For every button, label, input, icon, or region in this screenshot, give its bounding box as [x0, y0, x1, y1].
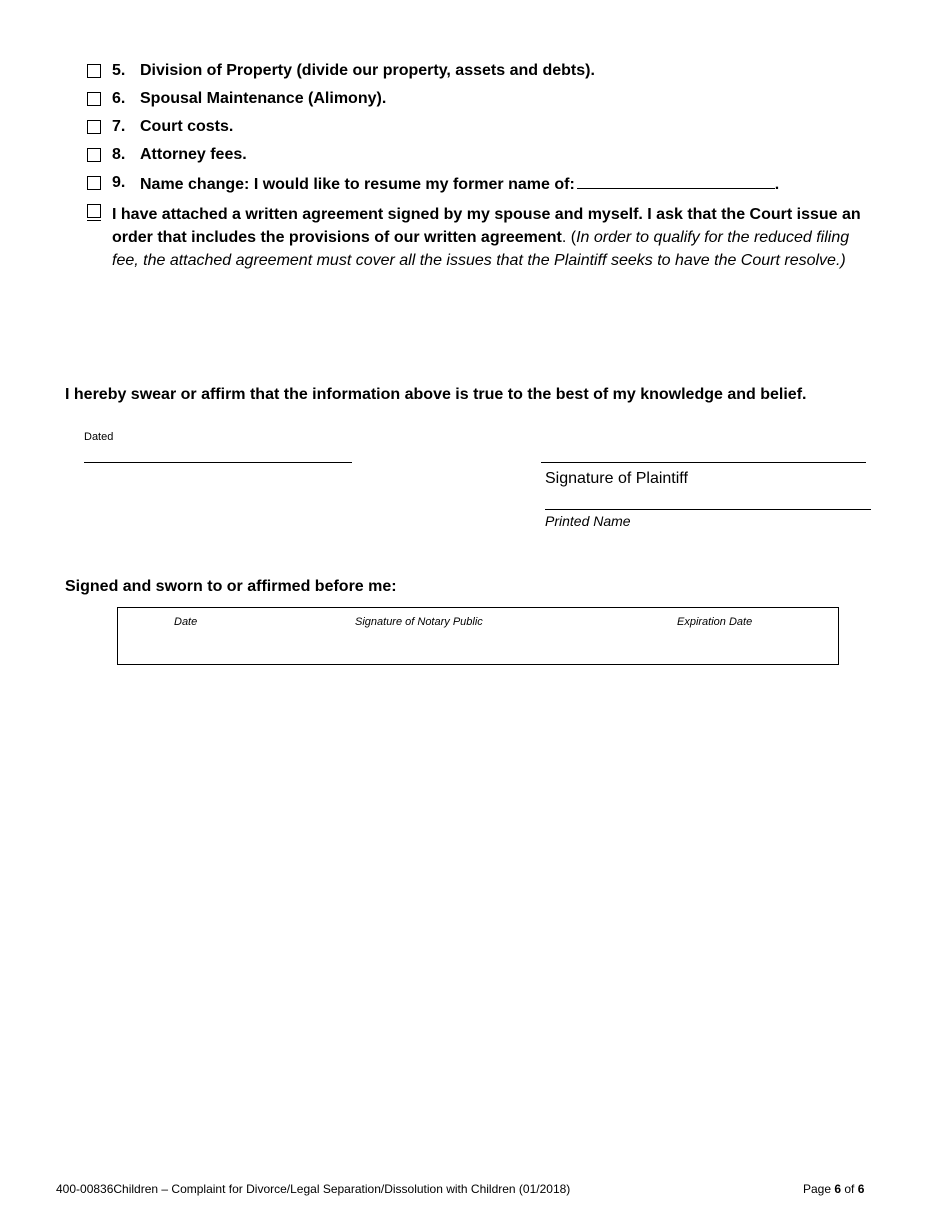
- notary-box[interactable]: [117, 607, 839, 665]
- plaintiff-signature-label: Signature of Plaintiff: [545, 470, 688, 487]
- checkbox-written-agreement[interactable]: [87, 204, 101, 218]
- footer-page-number: [803, 1182, 864, 1196]
- printed-name-label: Printed Name: [545, 513, 631, 529]
- checkbox-attorney-fees[interactable]: [87, 148, 101, 162]
- written-agreement-paragraph: [112, 203, 872, 272]
- agreement-italic-note: In order to qualify for the reduced filing fee, the attached agreement must cover all the issues that the Plaintiff seeks to have the Court resolve.): [112, 229, 850, 269]
- item-label: Spousal Maintenance (Alimony).: [140, 90, 387, 107]
- item-number: 5.: [112, 62, 126, 79]
- item-number: 9.: [112, 174, 126, 191]
- page-of: of: [841, 1182, 858, 1196]
- checkbox-court-costs[interactable]: [87, 120, 101, 134]
- notary-expiration-label: Expiration Date: [677, 616, 753, 628]
- item-name-change: [87, 174, 779, 194]
- name-change-suffix: .: [774, 176, 780, 193]
- page-total: 6: [857, 1182, 865, 1196]
- item-attorney-fees: [87, 146, 247, 164]
- dated-signature-line[interactable]: [84, 462, 352, 463]
- page-current: 6: [834, 1182, 842, 1196]
- plaintiff-signature-line[interactable]: [541, 462, 866, 463]
- footer-form-title: 400-00836Children – Complaint for Divorce/Legal Separation/Dissolution with Children (01/2018): [56, 1182, 571, 1196]
- name-change-text: Name change: I would like to resume my former name of:: [140, 176, 575, 193]
- agreement-bold-text: I have attached a written agreement signed by my spouse and myself. I ask that the Court issue an order that includes the provisions of our written agreement: [112, 206, 861, 246]
- item-number: 7.: [112, 118, 126, 135]
- notary-date-label: Date: [174, 616, 198, 628]
- agreement-separator: . (: [561, 229, 577, 246]
- item-spousal-maintenance: [87, 90, 386, 108]
- item-court-costs: [87, 118, 233, 136]
- item-label: Division of Property (divide our property, assets and debts).: [140, 62, 595, 79]
- checkbox-spousal-maintenance[interactable]: [87, 92, 101, 106]
- former-name-field[interactable]: [577, 174, 775, 189]
- item-label: Attorney fees.: [140, 146, 247, 163]
- item-written-agreement-checkbox-row: [87, 202, 101, 218]
- item-label: [140, 174, 779, 194]
- dated-label: Dated: [84, 431, 114, 443]
- printed-name-line[interactable]: [545, 509, 871, 510]
- oath-statement: I hereby swear or affirm that the information above is true to the best of my knowledge and belief.: [65, 386, 807, 403]
- page-prefix: Page: [803, 1182, 835, 1196]
- item-label: Court costs.: [140, 118, 234, 135]
- sworn-heading: Signed and sworn to or affirmed before me:: [65, 578, 397, 595]
- item-division-of-property: [87, 62, 595, 80]
- checkbox-division-of-property[interactable]: [87, 64, 101, 78]
- notary-signature-label: Signature of Notary Public: [355, 616, 483, 628]
- item-number: 8.: [112, 146, 126, 163]
- item-number: 6.: [112, 90, 126, 107]
- checkbox-name-change[interactable]: [87, 176, 101, 190]
